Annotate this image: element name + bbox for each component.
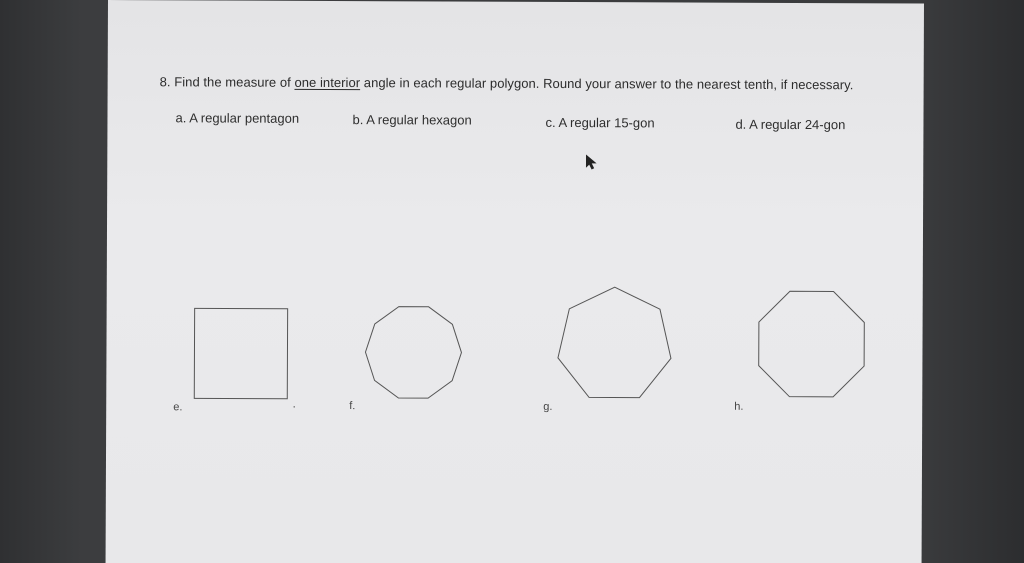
figure-label-g: g. — [543, 400, 553, 413]
square-figure — [194, 308, 287, 398]
mouse-pointer-icon — [585, 154, 597, 170]
part-a: a. A regular pentagon — [175, 110, 300, 126]
figure-label-e: e. — [173, 401, 183, 414]
question-text-after: angle in each regular polygon. Round your answer to the nearest tenth, if necessary. — [360, 75, 854, 93]
decagon-figure — [365, 306, 461, 398]
figure-label-f: f. — [349, 400, 356, 413]
part-d: d. A regular 24-gon — [735, 116, 846, 133]
question-number: 8. — [159, 74, 171, 90]
stray-mark — [293, 406, 295, 408]
worksheet-page — [106, 0, 924, 563]
part-c: c. A regular 15-gon — [545, 114, 655, 131]
question-text-before: Find the measure of — [174, 74, 295, 90]
part-b: b. A regular hexagon — [352, 112, 472, 128]
heptagon-figure — [558, 287, 671, 398]
question-8 — [160, 74, 854, 92]
octagon-figure — [759, 291, 865, 397]
figure-label-h: h. — [734, 400, 744, 413]
question-underlined-text: one interior — [294, 74, 361, 91]
